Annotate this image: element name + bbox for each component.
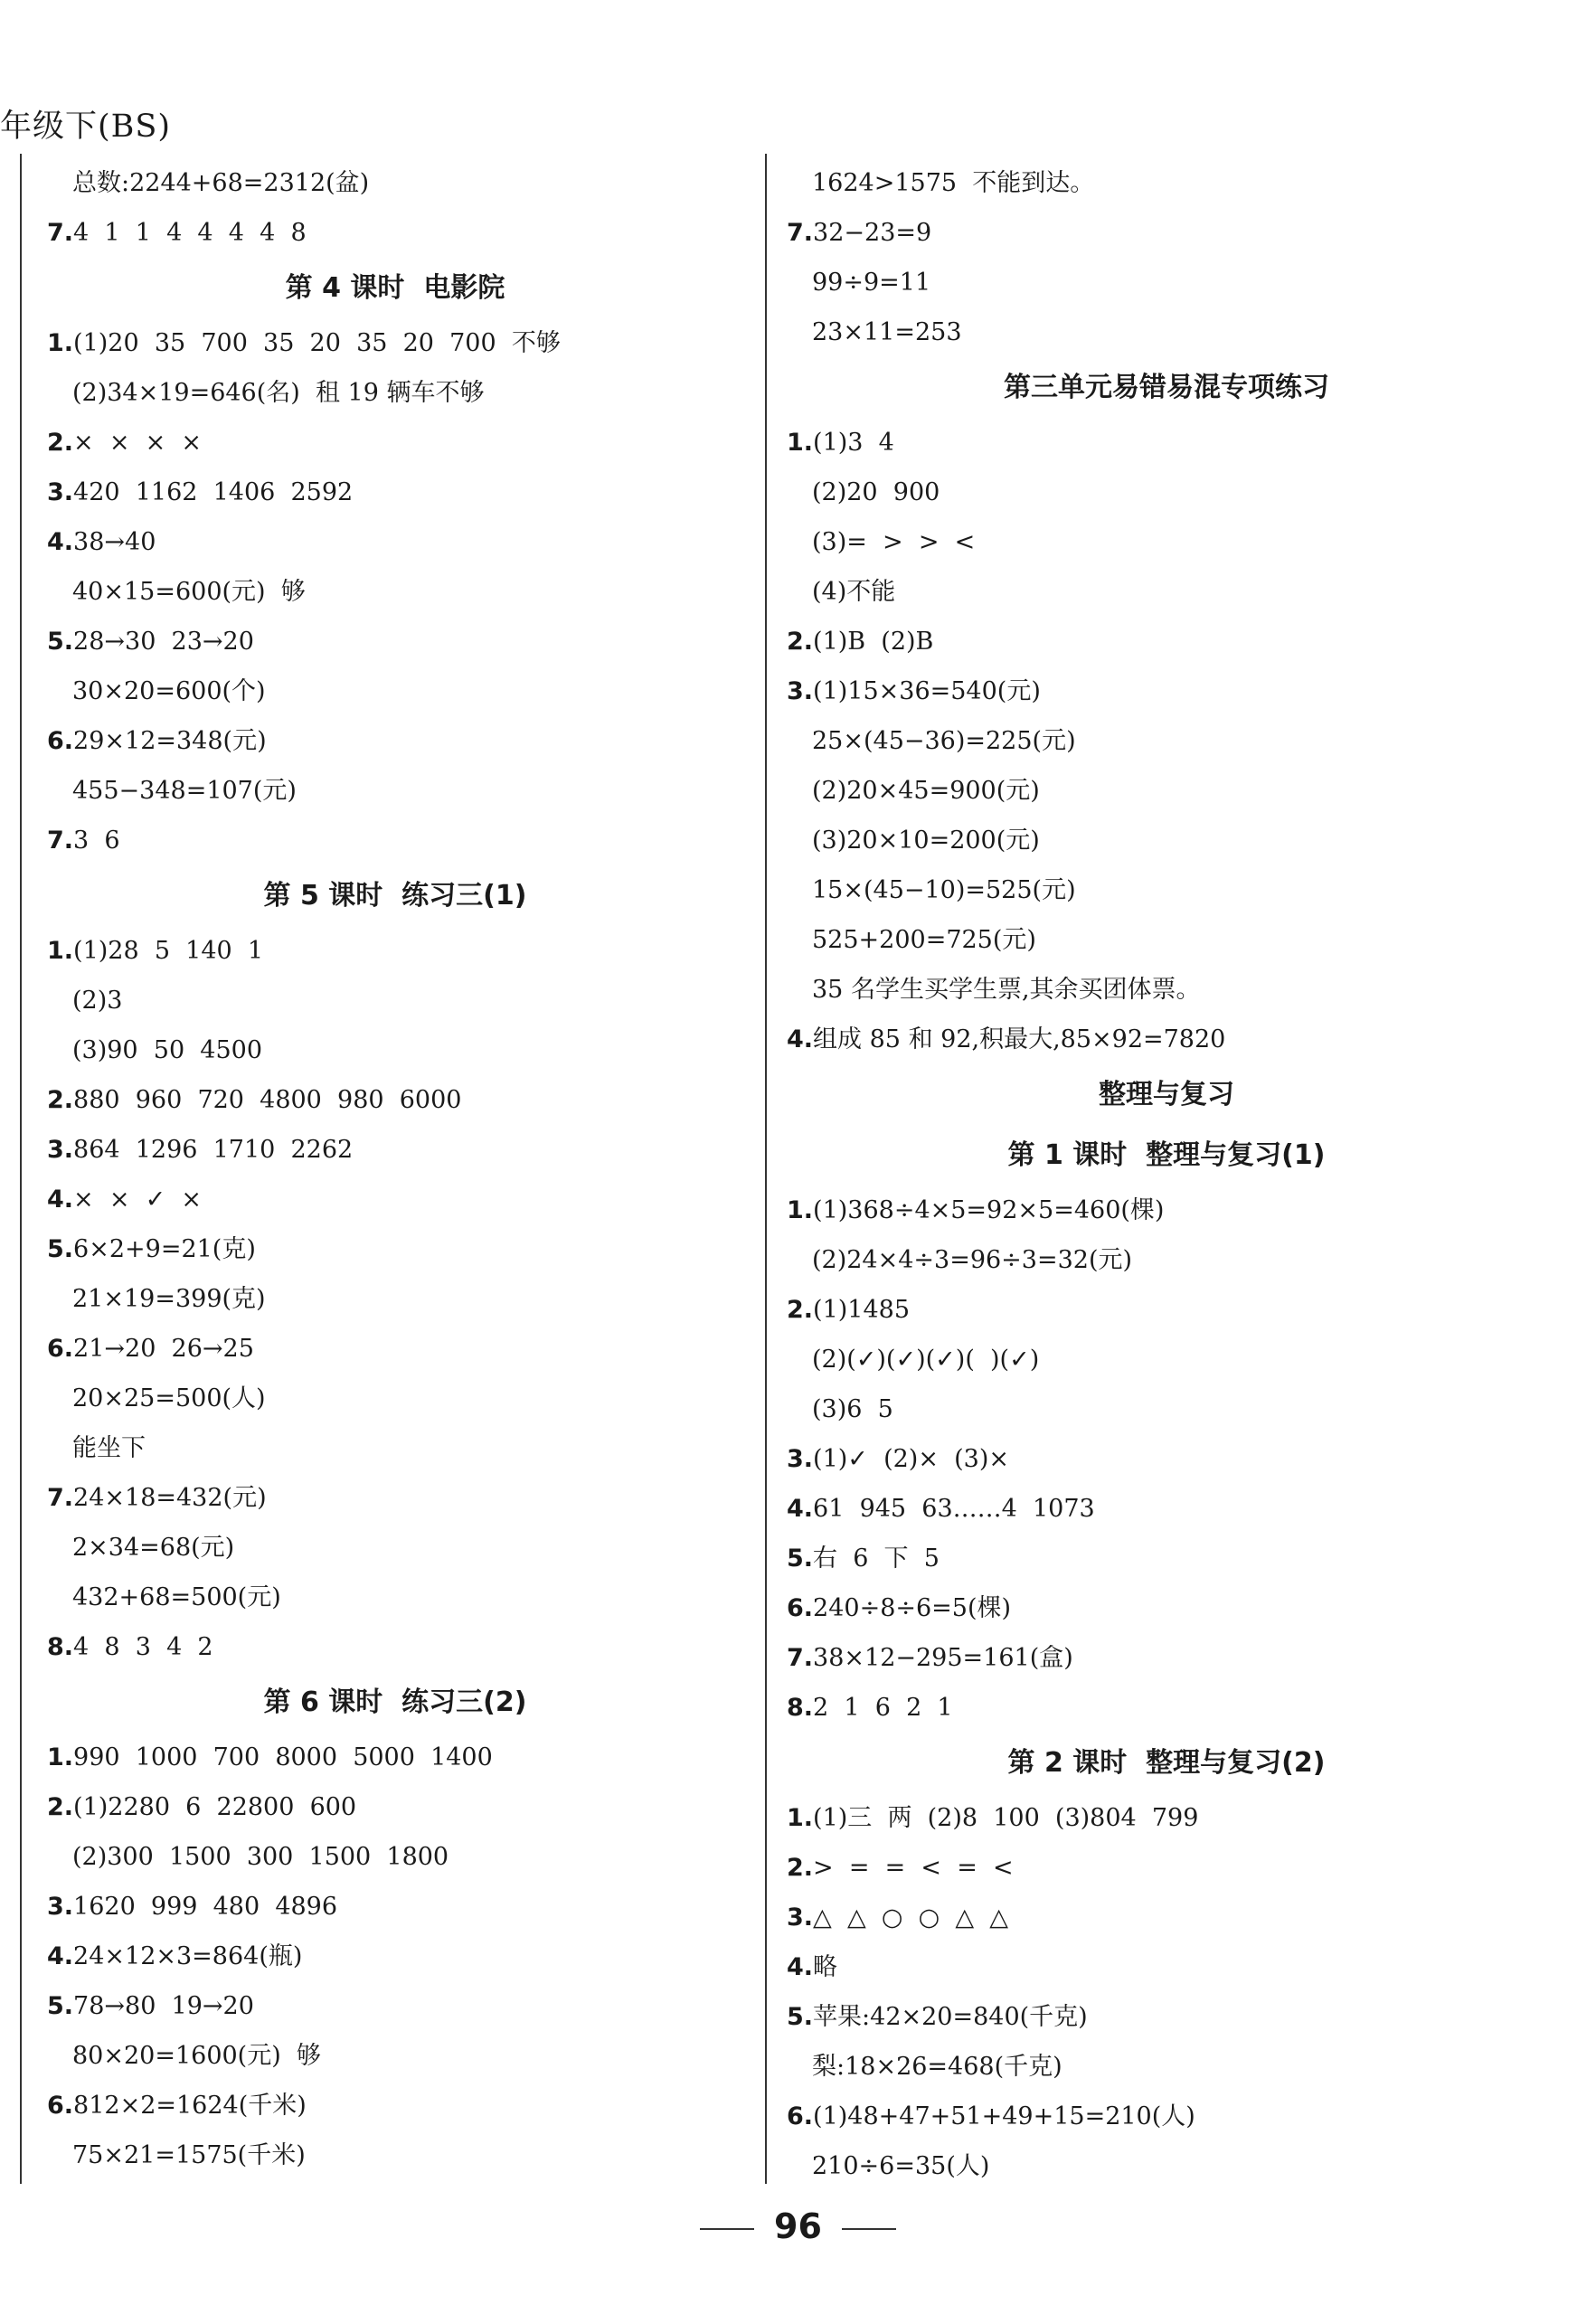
answer-text: 20×25=500(人) bbox=[72, 1384, 266, 1412]
answer-line bbox=[787, 1384, 1546, 1434]
answer-text: 梨:18×26=468(千克) bbox=[812, 2053, 1062, 2081]
answer-line bbox=[787, 418, 1546, 468]
answer-line bbox=[787, 766, 1546, 816]
question-number: 1. bbox=[787, 1804, 814, 1832]
answer-text: 99÷9=11 bbox=[812, 269, 931, 297]
question-number: 1. bbox=[47, 937, 74, 965]
answer-line bbox=[787, 915, 1546, 965]
answer-text: 38→40 bbox=[73, 528, 156, 556]
answer-text: 35 名学生买学生票,其余买团体票。 bbox=[812, 976, 1201, 1004]
question-number: 7. bbox=[47, 1484, 74, 1512]
answer-line bbox=[47, 1733, 743, 1782]
answer-text: (2)24×4÷3=96÷3=32(元) bbox=[812, 1246, 1133, 1274]
answer-text: (3)20×10=200(元) bbox=[812, 827, 1040, 855]
question-number: 3. bbox=[47, 1893, 74, 1921]
answer-line bbox=[787, 1942, 1546, 1992]
question-number: 3. bbox=[47, 478, 74, 506]
answer-line bbox=[787, 158, 1546, 208]
answer-line bbox=[47, 816, 743, 865]
answer-text: 812×2=1624(千米) bbox=[73, 2092, 307, 2120]
question-number: 5. bbox=[47, 1992, 74, 2020]
answer-line bbox=[787, 716, 1546, 766]
answer-text: (1)28 5 140 1 bbox=[73, 937, 264, 965]
answer-line bbox=[787, 1683, 1546, 1733]
section-heading: 第 2 课时 整理与复习(2) bbox=[1007, 1747, 1326, 1779]
answer-line bbox=[787, 1186, 1546, 1235]
answer-line bbox=[787, 517, 1546, 567]
answer-line bbox=[47, 517, 743, 567]
answer-text: 990 1000 700 8000 5000 1400 bbox=[73, 1743, 493, 1771]
section-heading: 第 1 课时 整理与复习(1) bbox=[1007, 1139, 1326, 1171]
answer-line bbox=[47, 617, 743, 666]
answer-line bbox=[47, 1932, 743, 1981]
answer-text: 4 1 1 4 4 4 4 8 bbox=[73, 219, 307, 247]
answer-line bbox=[47, 1274, 743, 1324]
answer-line bbox=[47, 418, 743, 468]
answer-text: (2)20×45=900(元) bbox=[812, 777, 1040, 805]
answer-text: 32−23=9 bbox=[813, 219, 932, 247]
answer-line bbox=[787, 2141, 1546, 2191]
answer-text: 420 1162 1406 2592 bbox=[73, 478, 354, 506]
question-number: 8. bbox=[787, 1694, 814, 1722]
answer-line bbox=[787, 1235, 1546, 1285]
question-number: 1. bbox=[787, 1196, 814, 1224]
answer-line bbox=[47, 1573, 743, 1622]
answer-line bbox=[47, 1125, 743, 1175]
answer-text: 15×(45−10)=525(元) bbox=[812, 876, 1076, 904]
answer-line bbox=[787, 2042, 1546, 2092]
answer-line bbox=[47, 158, 743, 208]
answer-text: (4)不能 bbox=[812, 578, 896, 606]
answer-line bbox=[47, 1423, 743, 1473]
answer-line bbox=[787, 1793, 1546, 1843]
answer-line bbox=[787, 1893, 1546, 1942]
question-number: 2. bbox=[787, 1296, 814, 1324]
answer-text: 1620 999 480 4896 bbox=[73, 1893, 338, 1921]
answer-line bbox=[787, 1633, 1546, 1683]
question-number: 4. bbox=[787, 1025, 814, 1053]
answer-line bbox=[47, 2031, 743, 2081]
answer-text: (1)三 两 (2)8 100 (3)804 799 bbox=[813, 1804, 1199, 1832]
answer-text: 525+200=725(元) bbox=[812, 926, 1036, 954]
question-number: 2. bbox=[787, 628, 814, 656]
answer-text: 21→20 26→25 bbox=[73, 1335, 254, 1363]
answer-text: (2)300 1500 300 1500 1800 bbox=[72, 1843, 449, 1871]
answer-text: (3)6 5 bbox=[812, 1395, 893, 1423]
answer-line bbox=[787, 965, 1546, 1015]
question-number: 6. bbox=[47, 1335, 74, 1363]
answer-text: 4 8 3 4 2 bbox=[73, 1633, 213, 1661]
answer-text: 29×12=348(元) bbox=[73, 727, 267, 755]
question-number: 6. bbox=[47, 727, 74, 755]
answer-text: (1)15×36=540(元) bbox=[813, 677, 1041, 705]
answer-line bbox=[47, 666, 743, 716]
answer-line bbox=[47, 716, 743, 766]
question-number: 6. bbox=[787, 1594, 814, 1622]
question-number: 3. bbox=[787, 677, 814, 705]
answer-line bbox=[787, 1992, 1546, 2042]
answer-line bbox=[787, 865, 1546, 915]
question-number: 7. bbox=[47, 827, 74, 855]
question-number: 1. bbox=[47, 1743, 74, 1771]
answer-line bbox=[47, 1224, 743, 1274]
page-number: 96 bbox=[774, 2206, 822, 2246]
answer-text: (1)3 4 bbox=[813, 429, 894, 457]
section-heading: 第三单元易错易混专项练习 bbox=[1004, 372, 1329, 403]
answer-text: 24×12×3=864(瓶) bbox=[73, 1942, 303, 1970]
answer-text: 864 1296 1710 2262 bbox=[73, 1136, 354, 1164]
answer-line bbox=[787, 1583, 1546, 1633]
question-number: 6. bbox=[787, 2102, 814, 2130]
answer-line bbox=[47, 1374, 743, 1423]
answer-line bbox=[787, 1285, 1546, 1335]
answer-text: (2)(✓)(✓)(✓)( )(✓) bbox=[812, 1346, 1040, 1374]
answer-text: (1)2280 6 22800 600 bbox=[73, 1793, 357, 1821]
answer-text: 80×20=1600(元) 够 bbox=[72, 2042, 321, 2070]
answer-text: (2)3 bbox=[72, 987, 123, 1015]
question-number: 4. bbox=[47, 1942, 74, 1970]
answer-text: (3)90 50 4500 bbox=[72, 1036, 263, 1064]
question-number: 2. bbox=[47, 1086, 74, 1114]
answer-text: (1)368÷4×5=92×5=460(棵) bbox=[813, 1196, 1165, 1224]
answer-text: (1)B (2)B bbox=[813, 628, 934, 656]
answer-text: 28→30 23→20 bbox=[73, 628, 254, 656]
answer-text: 能坐下 bbox=[72, 1434, 146, 1462]
answer-text: (2)20 900 bbox=[812, 478, 940, 506]
question-number: 4. bbox=[47, 528, 74, 556]
answer-text: 455−348=107(元) bbox=[72, 777, 297, 805]
answer-text: 右 6 下 5 bbox=[813, 1545, 940, 1573]
question-number: 1. bbox=[787, 429, 814, 457]
answer-text: (2)34×19=646(名) 租 19 辆车不够 bbox=[72, 379, 485, 407]
answer-line bbox=[787, 307, 1546, 357]
answer-text: (1)20 35 700 35 20 35 20 700 不够 bbox=[73, 329, 561, 357]
answer-text: > = = < = < bbox=[813, 1854, 1014, 1882]
answer-line bbox=[787, 208, 1546, 258]
answer-text: 25×(45−36)=225(元) bbox=[812, 727, 1076, 755]
page-header: 年级下(BS) bbox=[0, 109, 172, 145]
answer-text: 61 945 63……4 1073 bbox=[813, 1495, 1095, 1523]
answer-text: 432+68=500(元) bbox=[72, 1583, 281, 1611]
answer-line bbox=[47, 368, 743, 418]
answer-text: 78→80 19→20 bbox=[73, 1992, 254, 2020]
answer-text: 38×12−295=161(盒) bbox=[813, 1644, 1073, 1672]
question-number: 7. bbox=[787, 1644, 814, 1672]
answer-line bbox=[47, 567, 743, 617]
answer-line bbox=[47, 1473, 743, 1523]
footer-dash-left bbox=[700, 2228, 754, 2230]
answer-text: 21×19=399(克) bbox=[72, 1285, 266, 1313]
question-number: 1. bbox=[47, 329, 74, 357]
left-column bbox=[47, 158, 743, 2180]
answer-line bbox=[787, 1434, 1546, 1484]
answer-text: 3 6 bbox=[73, 827, 120, 855]
page-number-footer bbox=[0, 2206, 1596, 2246]
section-heading: 第 4 课时 电影院 bbox=[285, 272, 505, 304]
answer-text: 240÷8÷6=5(棵) bbox=[813, 1594, 1012, 1622]
question-number: 7. bbox=[787, 219, 814, 247]
answer-text: 30×20=600(个) bbox=[72, 677, 266, 705]
question-number: 2. bbox=[47, 429, 74, 457]
section-heading: 整理与复习 bbox=[1099, 1079, 1234, 1110]
left-margin-rule bbox=[20, 154, 22, 2184]
answer-text: 75×21=1575(千米) bbox=[72, 2141, 306, 2169]
answer-text: 略 bbox=[813, 1953, 838, 1981]
answer-text: 40×15=600(元) 够 bbox=[72, 578, 306, 606]
answer-text: (1)1485 bbox=[813, 1296, 911, 1324]
answer-text: 2 1 6 2 1 bbox=[813, 1694, 953, 1722]
question-number: 2. bbox=[47, 1793, 74, 1821]
question-number: 4. bbox=[787, 1953, 814, 1981]
column-divider bbox=[765, 154, 767, 2184]
question-number: 4. bbox=[47, 1186, 74, 1214]
answer-line bbox=[47, 468, 743, 517]
question-number: 5. bbox=[47, 1235, 74, 1263]
answer-text: 6×2+9=21(克) bbox=[73, 1235, 256, 1263]
answer-text: × × × × bbox=[73, 429, 203, 457]
question-number: 3. bbox=[787, 1904, 814, 1932]
question-number: 3. bbox=[787, 1445, 814, 1473]
answer-line bbox=[787, 1484, 1546, 1534]
answer-text: 苹果:42×20=840(千克) bbox=[813, 2003, 1088, 2031]
question-number: 7. bbox=[47, 219, 74, 247]
answer-line bbox=[787, 468, 1546, 517]
question-number: 5. bbox=[47, 628, 74, 656]
section-heading: 第 6 课时 练习三(2) bbox=[263, 1686, 527, 1718]
answer-line bbox=[787, 258, 1546, 307]
question-number: 4. bbox=[787, 1495, 814, 1523]
answer-text: (1)✓ (2)× (3)× bbox=[813, 1445, 1009, 1473]
footer-dash-right bbox=[842, 2228, 896, 2230]
answer-line bbox=[47, 1324, 743, 1374]
answer-line bbox=[47, 2081, 743, 2130]
answer-text: (3)= > > < bbox=[812, 528, 976, 556]
answer-line bbox=[47, 1175, 743, 1224]
answer-line bbox=[47, 1622, 743, 1672]
answer-text: △ △ ○ ○ △ △ bbox=[813, 1904, 1009, 1932]
question-number: 5. bbox=[787, 2003, 814, 2031]
answer-line bbox=[787, 666, 1546, 716]
answer-line bbox=[47, 1882, 743, 1932]
answer-line bbox=[47, 2130, 743, 2180]
answer-line bbox=[787, 1534, 1546, 1583]
answer-text: 210÷6=35(人) bbox=[812, 2152, 990, 2180]
answer-text: 组成 85 和 92,积最大,85×92=7820 bbox=[813, 1025, 1226, 1053]
answer-line bbox=[47, 1832, 743, 1882]
answer-line bbox=[47, 208, 743, 258]
answer-line bbox=[47, 1782, 743, 1832]
answer-line bbox=[47, 318, 743, 368]
answer-line bbox=[787, 567, 1546, 617]
answer-line bbox=[47, 926, 743, 976]
question-number: 8. bbox=[47, 1633, 74, 1661]
answer-line bbox=[47, 1981, 743, 2031]
question-number: 5. bbox=[787, 1545, 814, 1573]
answer-text: × × ✓ × bbox=[73, 1186, 203, 1214]
answer-line bbox=[787, 1015, 1546, 1064]
answer-line bbox=[47, 1523, 743, 1573]
section-heading: 第 5 课时 练习三(1) bbox=[263, 880, 527, 912]
answer-text: 880 960 720 4800 980 6000 bbox=[73, 1086, 462, 1114]
answer-text: 24×18=432(元) bbox=[73, 1484, 267, 1512]
answer-line bbox=[787, 1335, 1546, 1384]
answer-line bbox=[47, 1025, 743, 1075]
answer-line bbox=[47, 976, 743, 1025]
answer-text: 总数:2244+68=2312(盆) bbox=[72, 169, 370, 197]
question-number: 3. bbox=[47, 1136, 74, 1164]
answer-text: 1624>1575 不能到达。 bbox=[812, 169, 1095, 197]
answer-line bbox=[787, 1843, 1546, 1893]
answer-line bbox=[787, 816, 1546, 865]
answer-text: 2×34=68(元) bbox=[72, 1534, 235, 1562]
right-column bbox=[787, 158, 1546, 2191]
question-number: 2. bbox=[787, 1854, 814, 1882]
answer-text: 23×11=253 bbox=[812, 318, 962, 346]
answer-line bbox=[47, 766, 743, 816]
answer-line bbox=[787, 2092, 1546, 2141]
answer-text: (1)48+47+51+49+15=210(人) bbox=[813, 2102, 1195, 2130]
question-number: 6. bbox=[47, 2092, 74, 2120]
answer-line bbox=[787, 617, 1546, 666]
answer-line bbox=[47, 1075, 743, 1125]
